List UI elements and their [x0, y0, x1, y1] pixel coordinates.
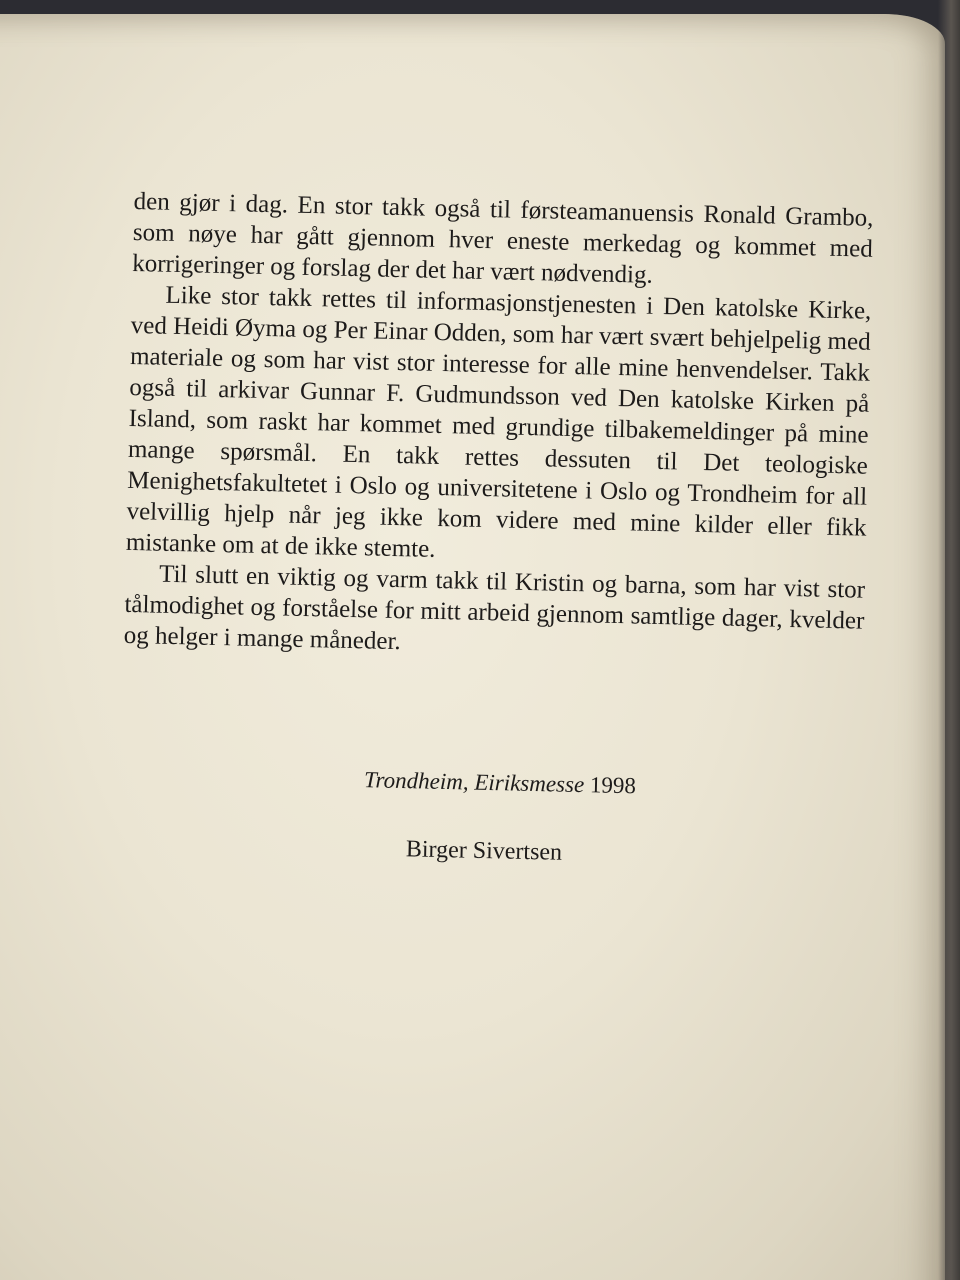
paragraph-1: den gjør i dag. En stor takk også til førsteamanuensis Ronald Grambo, som nøye har gått gjennom hver eneste merkedag og kommet med korrigeringer og forslag der det har vært nødvendig.	[131, 187, 874, 289]
place-text: Trondheim, Eiriksmesse	[363, 767, 585, 798]
page-edge-shadow	[938, 0, 960, 1280]
paragraph-3: Til slutt en viktig og varm takk til Kristin og barna, som har vist stor tålmodighet og forståelse for mitt arbeid gjennom samtlige dager, kvelder og helger i mange måneder.	[123, 560, 866, 656]
paragraph-2: Like stor takk rettes til informasjonstjenesten i Den katolske Kirke, ved Heidi Øyma og Per Einar Odden, som har vært svært behjelpelig med materiale og som har vist stor interesse for alle mine henvendelser. Takk også til arkivar Gunnar F. Gudmundsson ved Den katolske Kirken på Island, som raskt har kommet med grundige tilbakemeldinger på mine mange spørsmål. En takk rettes dessuten til Det teologiske Menighetsfakultetet i Oslo og universitetene i Oslo og Trondheim for all velvillig hjelp når jeg ikke kom videre med mine kilder eller fikk mistanke om at de ikke stemte.	[125, 281, 872, 563]
author-name: Birger Sivertsen	[405, 836, 563, 866]
acknowledgements-text	[123, 186, 873, 668]
year-text: 1998	[589, 772, 637, 799]
